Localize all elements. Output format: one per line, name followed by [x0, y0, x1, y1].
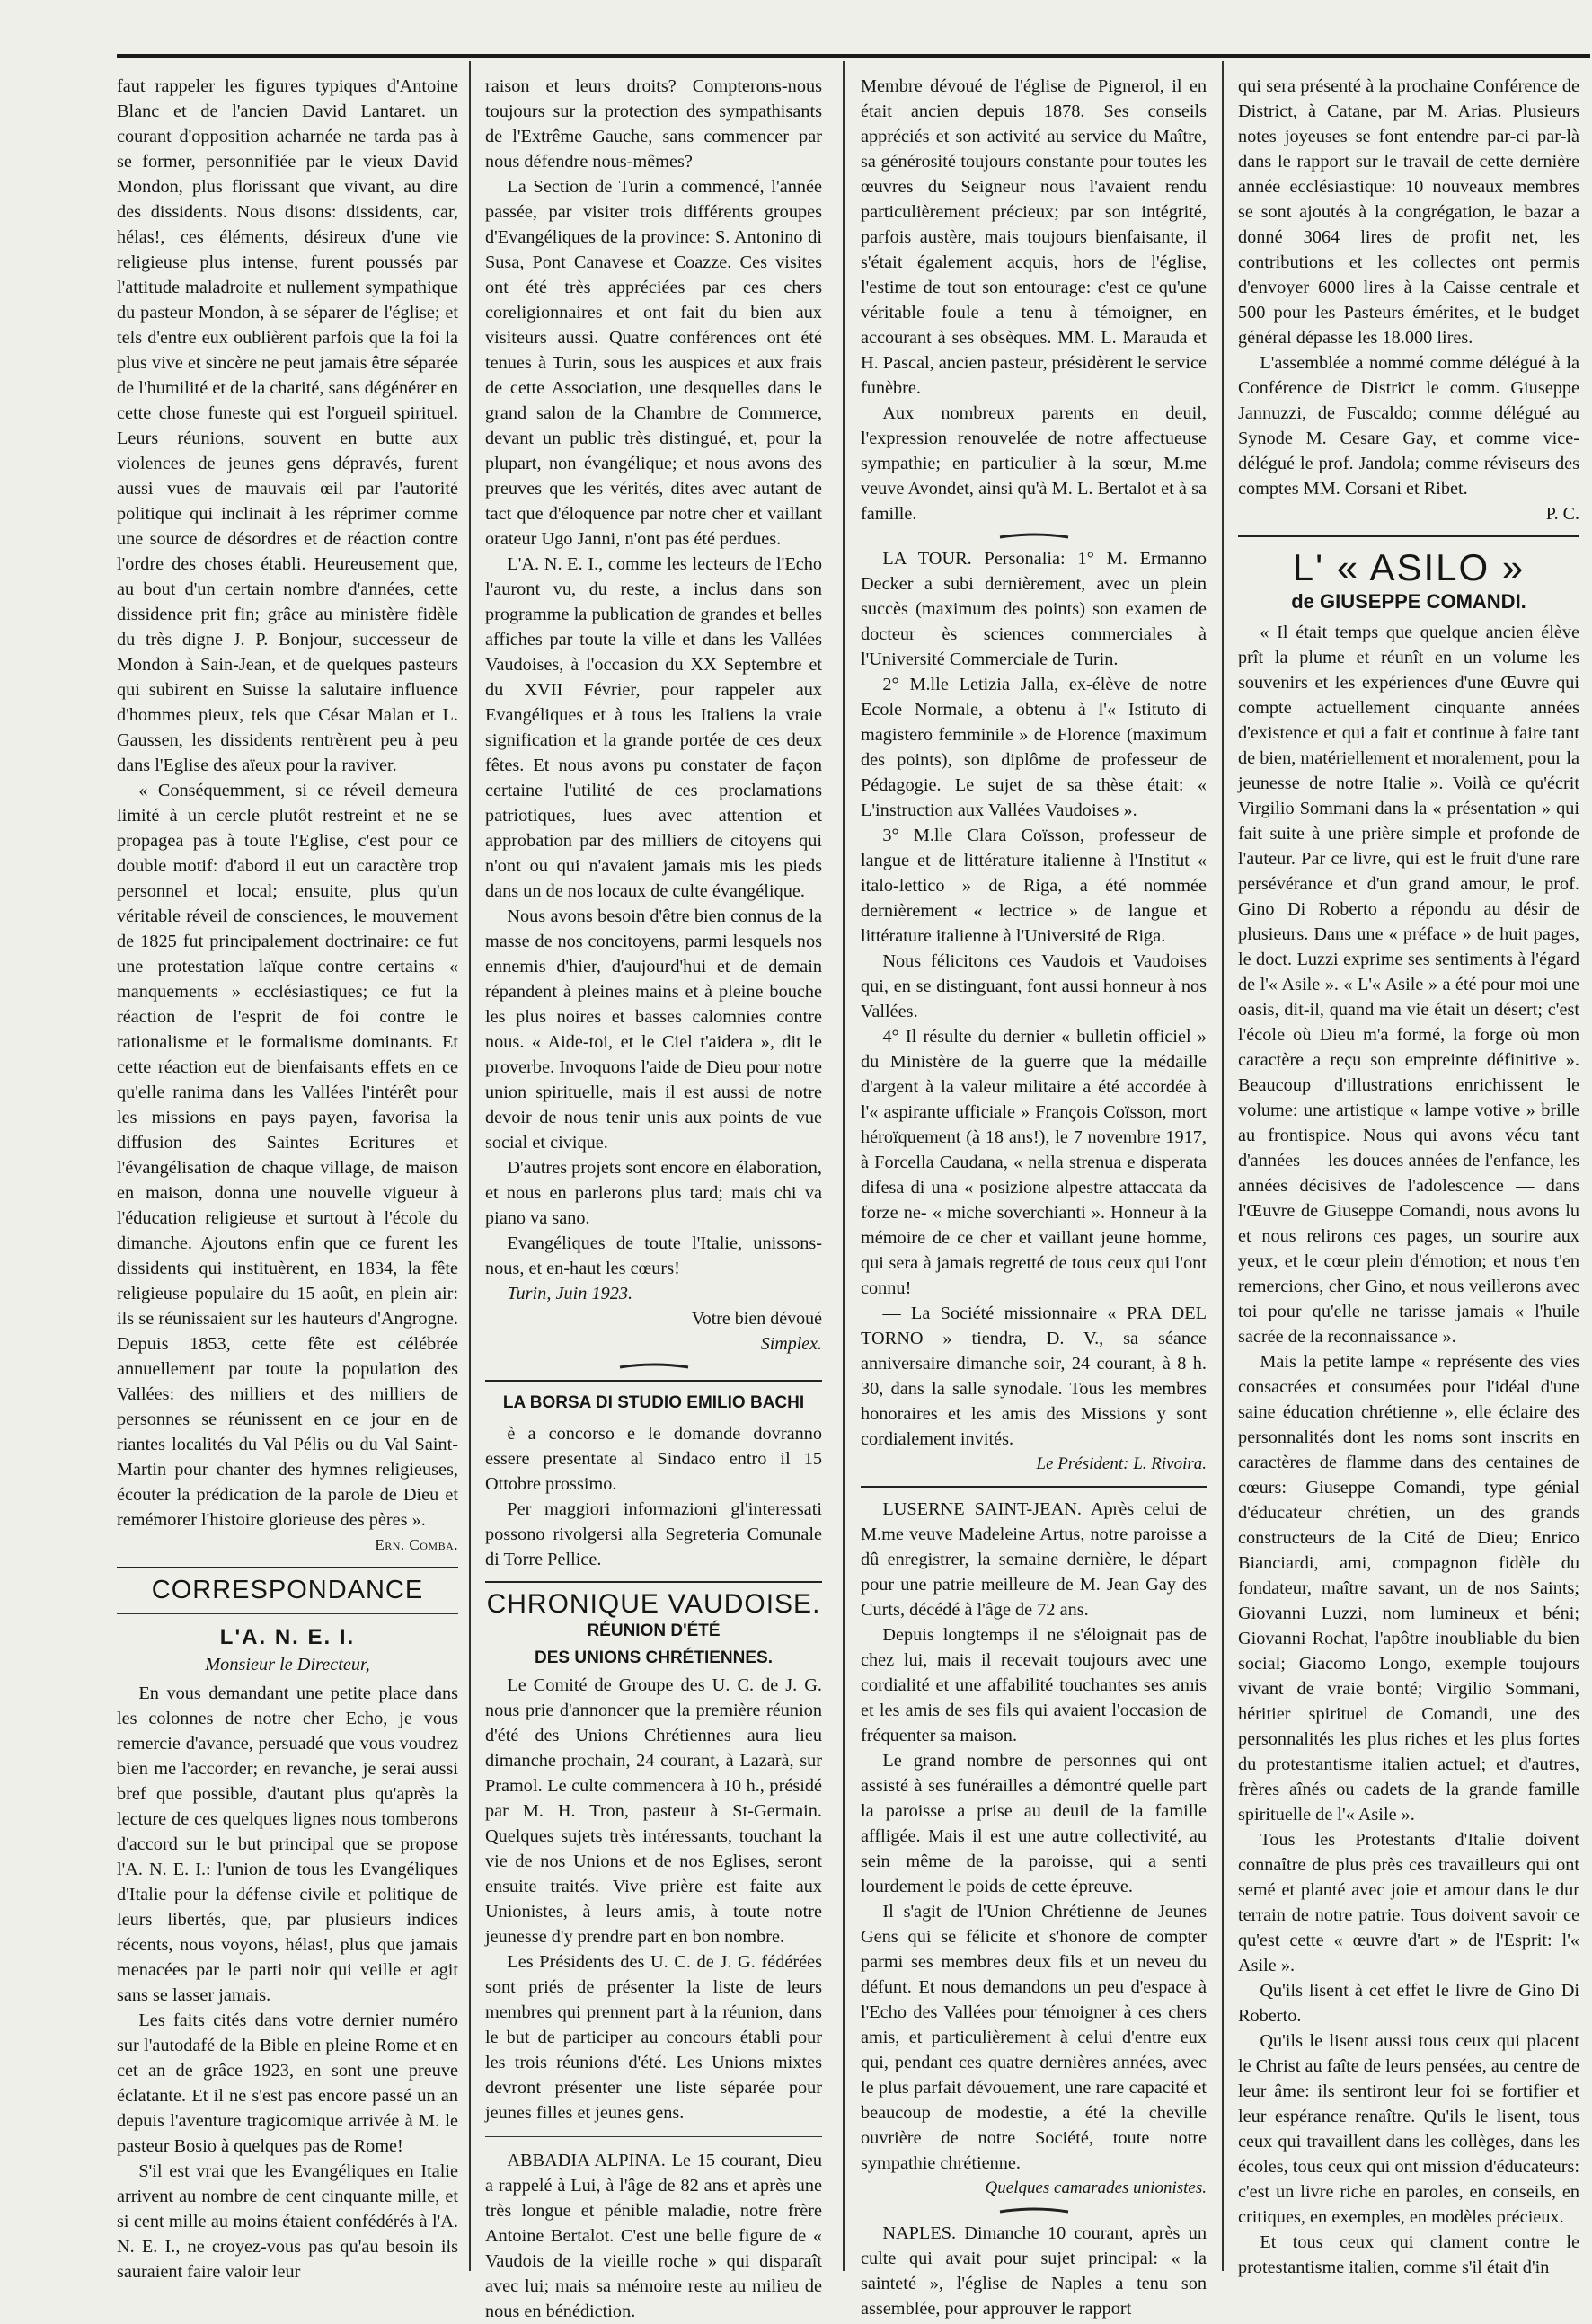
- notice-paragraph: Per maggiori informazioni gl'interessati possono rivolgersi alla Segreteria Comunale di Torre Pellice.: [485, 1499, 822, 1569]
- section-rule: [117, 1613, 458, 1614]
- signature-line: Votre bien dévoué: [691, 1309, 822, 1329]
- article-paragraph: D'autres projets sont encore en élaboration, et nous en parlerons plus tard; mais chi va piano va sano.: [485, 1158, 822, 1228]
- article-paragraph: Mais la petite lampe « représente des vies consacrées et consumées pour l'idéal d'une saine éducation chrétienne », elle éclaire des personnalités dont les noms sont inscrits en caractères de flamme dans des centaines de cœurs: Giuseppe Comandi, type génial d'éducateur chrétien, un des grands constructeurs de la Cité de Dieu; Enrico Bianciardi, ami, compagnon fidèle du fondateur, maître savant, un de nos Saints; Giovanni Luzzi, nom lumineux et béni; Giovanni Rochat, l'apôtre inoubliable du bien social; Giacomo Longo, exemple toujours vivant de vraie bonté; Virgilio Sommani, héritier spirituel de Comandi, une des personnalités les plus riches et les plus fortes du protestantisme italien actuel; et d'autres, frères aînés ou cadets de la grande famille spirituelle de l'« Asile ».: [1238, 1352, 1579, 1825]
- article-paragraph: Nous avons besoin d'être bien connus de la masse de nos concitoyens, parmi lesquels nos ennemis d'hier, d'aujourd'hui et de demain répandent à pleines mains et à pleine bouche les plus noires et basses calomnies contre nous. « Aide-toi, et le Ciel t'aidera », dit le proverbe. Invoquons l'aide de Dieu pour notre union spirituelle, mais il est aussi de notre devoir de nous tenir unis aux points de vue social et civique.: [485, 906, 822, 1153]
- article-paragraph: NAPLES. Dimanche 10 courant, après un culte qui avait pour sujet principal: « la sainteté », l'église de Naples a tenu son assemblée, pour approuver le rapport: [861, 2223, 1207, 2319]
- article-title: L' « ASILO »: [1292, 546, 1526, 588]
- column-3: [861, 74, 1207, 2321]
- ornament-swash: [998, 2206, 1070, 2215]
- article-paragraph: Aux nombreux parents en deuil, l'expression renouvelée de notre affectueuse sympathie; en particulier à la sœur, M.me veuve Avondet, ainsi qu'à M. L. Bertalot et à sa famille.: [861, 403, 1207, 524]
- article-title: RÉUNION D'ÉTÉ: [587, 1621, 721, 1640]
- article-paragraph: Tous les Protestants d'Italie doivent connaître de plus près ces travailleurs qui ont semé et planté avec joie et amour dans le dur terrain de notre patrie. Tous doivent savoir ce qu'est cette « œuvre d'art » de l'Esprit: l'« Asile ».: [1238, 1830, 1579, 1975]
- article-subtitle: de GIUSEPPE COMANDI.: [1291, 590, 1526, 613]
- article-paragraph: En vous demandant une petite place dans les colonnes de notre cher Echo, je vous remercie d'avance, persuadé que vous voudrez bien me l'accorder; en revanche, je serai aussi bref que possible, d'autant plus qu'après la lecture de ces quelques lignes nous tomberons d'accord sur le but principal que se propose l'A. N. E. I.: l'union de tous les Evangéliques d'Italie pour la défense civile et politique de leurs libertés, que, par plusieurs indices récents, nous voyons, hélas!, plus que jamais menacées par le parti noir qui veille et agit sans se lasser jamais.: [117, 1683, 458, 2005]
- section-heading: CORRESPONDANCE: [151, 1576, 424, 1604]
- section-heading: CHRONIQUE VAUDOISE.: [486, 1589, 821, 1619]
- dateline: Turin, Juin 1923.: [507, 1284, 633, 1303]
- article-paragraph: Evangéliques de toute l'Italie, unissons-nous, et en-haut les cœurs!: [485, 1233, 822, 1278]
- signature: P. C.: [1545, 504, 1579, 524]
- article-paragraph: — La Société missionnaire « PRA DEL TORNO » tiendra, D. V., sa séance anniversaire dimanche soir, 24 courant, à 8 h. 30, dans la salle synodale. Tous les membres honoraires et les amis des Missions y sont cordialement invités.: [861, 1303, 1207, 1449]
- article-paragraph: Les Présidents des U. C. de J. G. fédérées sont priés de présenter la liste de leurs membres qui prennent part à la réunion, dans le but de participer au concours établi pour les trois réunions d'été. Les Unions mixtes devront présenter une liste séparée pour jeunes filles et jeunes gens.: [485, 1952, 822, 2123]
- signature: Simplex.: [760, 1334, 822, 1354]
- salutation: Monsieur le Directeur,: [205, 1655, 370, 1675]
- article-paragraph: Le grand nombre de personnes qui ont assisté à ses funérailles a démontré quelle part la paroisse a prise au deuil de la famille affligée. Mais il est une autre collectivité, au sein même de la paroisse, qui a senti lourdement le poids de cette épreuve.: [861, 1751, 1207, 1896]
- notice-title: LA BORSA DI STUDIO EMILIO BACHI: [502, 1393, 805, 1412]
- article-paragraph: Membre dévoué de l'église de Pignerol, il en était ancien depuis 1878. Ses conseils appréciés et son activité au service du Maître, sa générosité toujours constante pour toutes les œuvres du Seigneur nous l'avaient rendu particulièrement précieux; par son intégrité, parfois austère, mais toujours bienfaisante, il s'était également acquis, hors de l'église, l'estime de tout son entourage: c'est ce qu'une véritable foule a tenu à témoigner, en accourant à ses obsèques. MM. L. Marauda et H. Pascal, ancien pasteur, présidèrent le service funèbre.: [861, 76, 1207, 398]
- article-paragraph: Le Comité de Groupe des U. C. de J. G. nous prie d'annoncer que la première réunion d'été des Unions Chrétiennes aura lieu dimanche prochain, 24 courant, à Lazarà, sur Pramol. Le culte commencera à 10 h., présidé par M. H. Tron, pasteur à St-Germain. Quelques sujets très intéressants, touchant la vie de nos Unions et de nos Eglises, seront ensuite traités. Vive prière est faite aux Unionistes, à leurs amis, à toute notre jeunesse d'y prendre part en bon nombre.: [485, 1675, 822, 1947]
- article-paragraph: L'A. N. E. I., comme les lecteurs de l'Echo l'auront vu, du reste, a inclus dans son programme la publication de grandes et belles affiches par toute la ville et dans les Vallées Vaudoises, à l'occasion du XX Septembre et du XVII Février, pour rappeler aux Evangéliques et à tous les Italiens la vraie signification et la grande portée de ces deux fêtes. Et nous avons pu constater de façon certaine l'utilité de ces proclamations patriotiques, lues avec attention et approbation par des milliers de citoyens qui n'ont ou qui n'avaient jamais mis les pieds dans un de nos locaux de culte évangélique.: [485, 554, 822, 901]
- article-paragraph: Qu'ils le lisent aussi tous ceux qui placent le Christ au faîte de leurs pensées, au centre de leur âme: ils sentiront leur foi se fortifier et leur espérance renaître. Qu'ils le lisent, tous ceux qui travaillent dans les collèges, dans les écoles, tous ceux qui ont mission d'éducateurs: c'est un livre riche en paroles, en conseils, en critiques, en exemples, en modèles précieux.: [1238, 2031, 1579, 2227]
- article-paragraph: raison et leurs droits? Compterons-nous toujours sur la protection des sympathisants de l'Extrême Gauche, sans commencer par nous défendre nous-mêmes?: [485, 76, 822, 172]
- notice-paragraph: è a concorso e le domande dovranno essere presentate al Sindaco entro il 15 Ottobre prossimo.: [485, 1424, 822, 1494]
- article-paragraph: qui sera présenté à la prochaine Conférence de District, à Catane, par M. Arias. Plusieurs notes joyeuses se font entendre par-ci par-là dans le rapport sur le travail de cette dernière année ecclésiastique: 10 nouveaux membres se sont ajoutés à la congrégation, le bazar a donné 3064 lires de profit net, les contributions et les collectes ont permis d'envoyer 6000 lires à la Caisse centrale et 500 pour les Pasteurs émérites, et le budget général dépasse les 18.000 lires.: [1238, 76, 1579, 348]
- signature: Le Président: L. Rivoira.: [1036, 1454, 1207, 1473]
- section-rule: [117, 1567, 458, 1568]
- article-paragraph: 3° M.lle Clara Coïsson, professeur de langue et de littérature italienne à l'Institut « italo-lettico » de Riga, a été nommée dernièrement « lectrice » de langue et littérature italienne à l'Université de Riga.: [861, 826, 1207, 946]
- article-paragraph: S'il est vrai que les Evangéliques en Italie arrivent au nombre de cent cinquante mille, et si cent mille au moins étaient confédérés à l'A. N. E. I., ne croyez-vous pas qu'au besoin ils sauraient faire valoir leur: [117, 2161, 458, 2282]
- article-paragraph: Depuis longtemps il ne s'éloignait pas de chez lui, mais il recevait toujours avec une cordialité et une affabilité touchantes ses amis et les amis de ses fils qui avaient l'occasion de fréquenter sa maison.: [861, 1625, 1207, 1745]
- article-paragraph: « Conséquemment, si ce réveil demeura limité à un cercle plutôt restreint et ne se propagea pas à toute l'Eglise, c'est pour ce double motif: d'abord il eut un caractère trop personnel et local; ensuite, plus qu'un véritable réveil de consciences, le mouvement de 1825 fut principalement doctrinaire: ce fut une protestation laïque contre certains « manquements » ecclésiastiques; ce fut la réaction de l'esprit de foi contre le rationalisme et le formalisme dominants. Et cette réaction eut de bienfaisants effets en ce qu'elle ranima dans les Vallées l'intérêt pour les missions en pays payen, favorisa la diffusion des Saintes Ecritures et l'évangélisation de chaque village, de maison en maison, donna une nouvelle vigueur à l'éducation religieuse et surtout à l'école du dimanche. Ajoutons enfin que ce furent les dissidents qui instituèrent, en 1834, la fête religieuse populaire du 15 août, en plein air: ils se réunissaient sur les hauteurs d'Angrogne. Depuis 1853, cette fête est célébrée annuellement par toute la population des Vallées: des milliers et des milliers de personnes se réunissent en ce jour en de riantes localités du Val Pélis ou du Val Saint-Martin pour chanter des hymnes religieuses, écouter la prédication de la parole de Dieu et remémorer l'histoire glorieuse des pères ».: [117, 781, 458, 1530]
- article-paragraph: 2° M.lle Letizia Jalla, ex-élève de notre Ecole Normale, a obtenu à l'« Istituto di magistero femminile » de Florence (maximum des points), son diplôme de professeur de Pédagogie. Le sujet de sa thèse était: « L'instruction aux Vallées Vaudoises ».: [861, 675, 1207, 820]
- ornament-swash: [998, 532, 1070, 541]
- top-rule: [117, 54, 1590, 58]
- article-paragraph: LA TOUR. Personalia: 1° M. Ermanno Decker a subi dernièrement, avec un plein succès (maximum des points) son examen de docteur ès sciences commerciales à l'Université Commerciale de Turin.: [861, 549, 1207, 669]
- article-paragraph: La Section de Turin a commencé, l'année passée, par visiter trois différents groupes d'Evangéliques de la province: S. Antonino di Susa, Pont Canavese et Coazze. Ces visites ont été très appréciées par ces chers coreligionnaires et ont fait du bien aux visiteurs aussi. Quatre conférences ont été tenues à Turin, sous les auspices et aux frais de cette Association, une desquelles dans le grand salon de la Chambre de Commerce, devant un public très distingué, et, pour la plupart, non évangélique; et nous avons des preuves que les vérités, dites avec autant de tact que d'éloquence par notre cher et vaillant orateur Ugo Janni, n'ont pas été perdues.: [485, 177, 822, 549]
- article-paragraph: ABBADIA ALPINA. Le 15 courant, Dieu a rappelé à Lui, à l'âge de 82 ans et après une très longue et pénible maladie, notre frère Antoine Bertalot. C'est une belle figure de « Vaudois de la vieille roche » qui disparaît avec lui; mais sa mémoire reste au milieu de nous en bénédiction.: [485, 2151, 822, 2321]
- column-2: [485, 74, 822, 2324]
- column-divider: [469, 61, 471, 2271]
- article-title: DES UNIONS CHRÉTIENNES.: [535, 1648, 773, 1667]
- article-paragraph: LUSERNE SAINT-JEAN. Après celui de M.me veuve Madeleine Artus, notre paroisse a dû enregistrer, la semaine dernière, le départ pour une patrie meilleure de M. Jean Gay des Curts, décédé à l'âge de 72 ans.: [861, 1499, 1207, 1620]
- article-paragraph: faut rappeler les figures typiques d'Antoine Blanc et de l'ancien David Lantaret. un courant d'opposition acharnée ne tarda pas à se former, personnifiée par le vieux David Mondon, plus florissant que vivant, au dire des dissidents. Nous disons: dissidents, car, hélas!, ces éléments, désireux d'une vie religieuse plus intense, furent poussés par l'attitude maladroite et nullement sympathique du pasteur Mondon, à se séparer de l'église; et tels d'entre eux oublièrent parfois que la foi la plus vive et sincère ne peut jamais être séparée de l'humilité et de la charité, sans dégénérer en cette chose funeste qui est l'orgueil spirituel. Leurs réunions, souvent en butte aux violences de jeunes gens dépravés, furent aussi vues de mauvais œil par l'autorité politique qui inclinait à les réprimer comme une source de désordres et de réaction contre l'ordre des choses établi. Heureusement que, au bout d'un certain nombre d'années, cette dissidence prit fin; grâce au ministère fidèle du très digne J. P. Bonjour, successeur de Mondon à Sain-Jean, et de quelques pasteurs qui subirent en Suisse la salutaire influence d'hommes pieux, tels que César Malan et L. Gaussen, les dissidents rentrèrent peu à peu dans l'Eglise des aïeux pour la raviver.: [117, 76, 458, 775]
- column-divider: [1222, 61, 1224, 2271]
- section-rule: [1238, 535, 1579, 537]
- section-rule: [861, 1486, 1207, 1488]
- article-paragraph: Nous félicitons ces Vaudois et Vaudoises qui, en se distinguant, font aussi honneur à nos Vallées.: [861, 951, 1207, 1021]
- article-paragraph: L'assemblée a nommé comme délégué à la Conférence de District le comm. Giuseppe Jannuzzi, de Fuscaldo; comme délégué au Synode M. Cesare Gay, et comme vice-délégué le prof. Jandola; comme réviseurs des comptes MM. Corsani et Ribet.: [1238, 353, 1579, 499]
- article-paragraph: « Il était temps que quelque ancien élève prît la plume et réunît en un volume les souvenirs et les expériences d'une Œuvre qui compte actuellement cinquante années d'existence et qui a fait et continue à faire tant de bien, matériellement et moralement, pour la jeunesse de notre Italie ». Voilà ce qu'écrit Virgilio Sommani dans la « présentation » qui fait suite à une prière simple et profonde de l'auteur. Par ce livre, qui est le fruit d'une rare persévérance et d'un grand amour, le prof. Gino Di Roberto a répondu au désir de plusieurs. Dans une « préface » de huit pages, le doct. Luzzi exprime ses sentiments à l'égard de l'« Asile ». « L'« Asile » a été pour moi une oasis, dit-il, quand ma vie était un désert; c'est l'école où Dieu m'a formé, la forge où mon caractère a reçu son empreinte définitive ». Beaucoup d'illustrations enrichissent le volume: une artistique « lampe votive » brille au frontispice. Nous qui avons vécu tant d'années — les douces années de l'enfance, les années décisives de l'adolescence — dans l'Œuvre de Giuseppe Comandi, nous avons lu et nous relirons ces pages, un sourire aux yeux, et le cœur plein d'émotion; et nous t'en remercions, cher Gino, et nous veillerons avec toi pour qu'elle ne tarisse jamais « l'huile sacrée de la reconnaissance ».: [1238, 623, 1579, 1347]
- column-1: [117, 74, 458, 2284]
- signature: Quelques camarades unionistes.: [985, 2178, 1207, 2197]
- article-paragraph: Et tous ceux qui clament contre le protestantisme italien, comme s'il était d'in: [1238, 2232, 1579, 2277]
- article-paragraph: Il s'agit de l'Union Chrétienne de Jeunes Gens qui se félicite et s'honore de compter parmi ses membres deux fils et un neveu du défunt. Et nous demandons un peu d'espace à l'Echo des Vallées pour témoigner à ces chers amis, et particulièrement à celui d'entre eux qui, pendant ces quatre dernières années, avec le plus parfait dévouement, une rare capacité et beaucoup de modestie, a été la cheville ouvrière de notre Société, toute notre sympathie chrétienne.: [861, 1902, 1207, 2173]
- article-paragraph: 4° Il résulte du dernier « bulletin officiel » du Ministère de la guerre que la médaille d'argent à la valeur militaire a été accordée à l'« aspirante ufficiale » François Coïsson, mort héroïquement (à 18 ans!), le 7 novembre 1917, à Forcella Caudana, « nella strenua e disperata difesa di una « posizione alpestre attaccata da forze ne- « miche soverchianti ». Honneur à la mémoire de ce cher et vaillant jeune homme, qui sera à jamais regretté de tous ceux qui l'ont connu!: [861, 1027, 1207, 1298]
- article-paragraph: Les faits cités dans votre dernier numéro sur l'autodafé de la Bible en pleine Rome et en cet an de grâce 1923, en sont une preuve éclatante. Et il ne s'est pas encore passé un an depuis l'aventure tragicomique arrivée à M. le pasteur Bosio à quelques pas de Rome!: [117, 2010, 458, 2156]
- article-title: L'A. N. E. I.: [219, 1625, 356, 1649]
- section-rule: [485, 2136, 822, 2137]
- column-4: [1238, 74, 1579, 2280]
- section-rule: [485, 1380, 822, 1382]
- section-rule: [485, 1581, 822, 1583]
- column-divider: [843, 61, 845, 2271]
- article-paragraph: Qu'ils lisent à cet effet le livre de Gino Di Roberto.: [1238, 1981, 1579, 2026]
- ornament-swash: [618, 1362, 690, 1371]
- signature: Ern. Comba.: [375, 1536, 458, 1553]
